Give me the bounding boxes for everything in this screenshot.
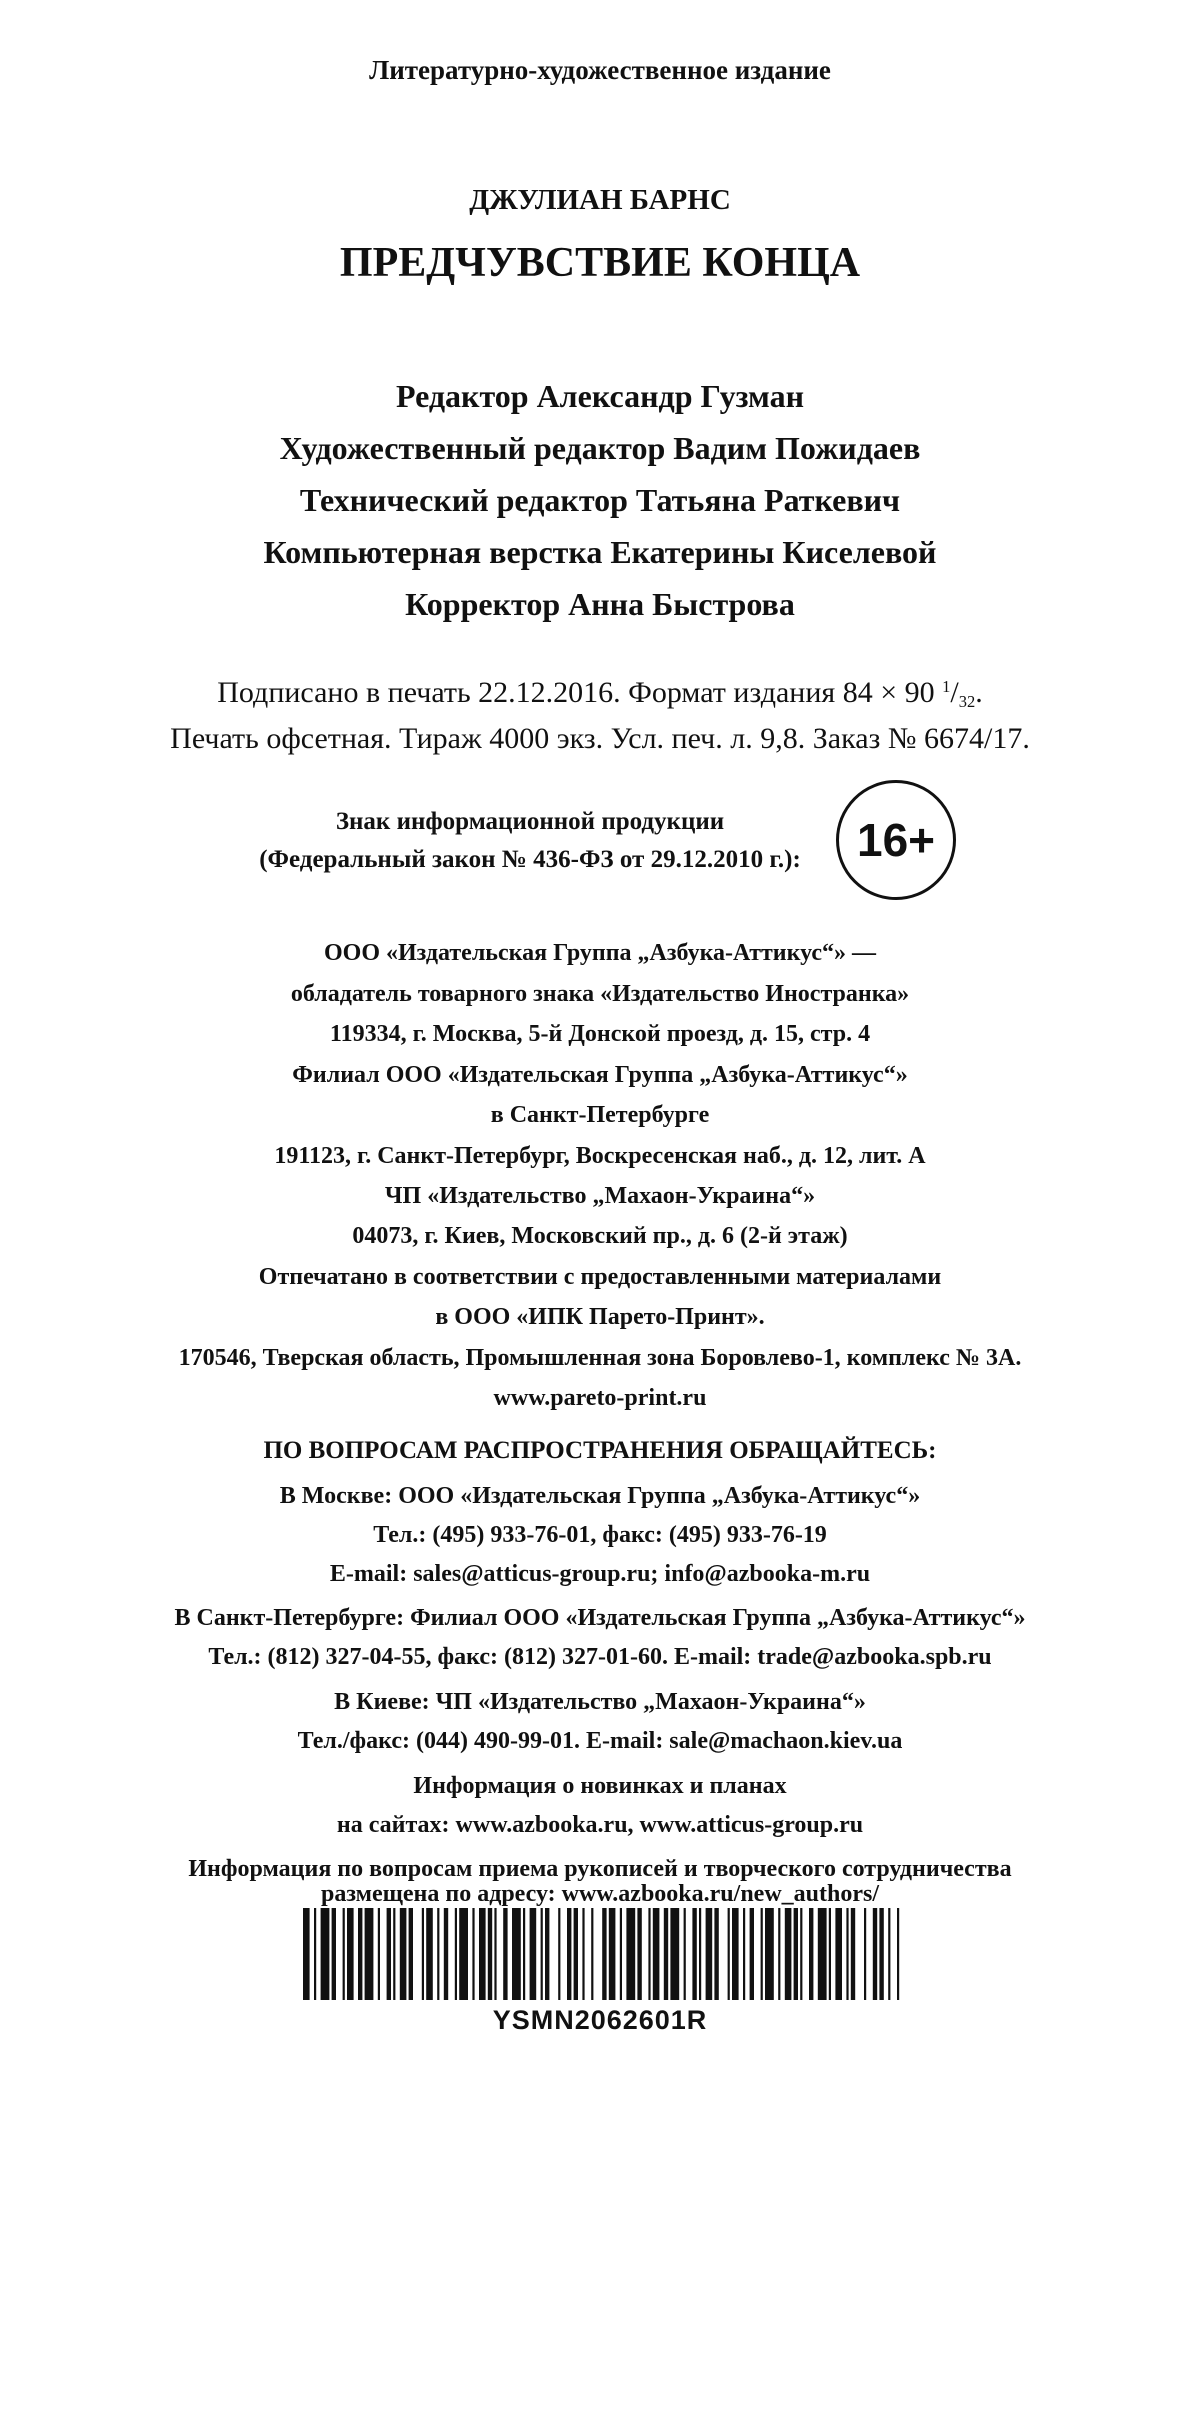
barcode-bar xyxy=(778,1908,780,2000)
distribution-line-7: Тел./факс: (044) 490-99-01. E-mail: sale@machaon.kiev.ua xyxy=(297,1728,903,1754)
barcode-bar xyxy=(558,1908,560,2000)
distribution-line-6: В Киеве: ЧП «Издательство „Махаон-Украина“» xyxy=(334,1689,866,1715)
barcode-bar xyxy=(512,1908,521,2000)
print-info-line-1: Подписано в печать 22.12.2016. Формат издания 84 × 90 $^1/_{32}$. xyxy=(217,676,983,711)
publisher-line-9: Отпечатано в соответствии с предоставленными материалами xyxy=(258,1264,942,1290)
info-product-label: Знак информационной продукции xyxy=(335,808,725,835)
barcode-bar xyxy=(750,1908,754,2000)
barcode-bar xyxy=(358,1908,362,2000)
barcode-bar xyxy=(706,1908,713,2000)
barcode-bar xyxy=(479,1908,486,2000)
barcode-bar xyxy=(347,1908,354,2000)
barcode-bar xyxy=(879,1908,883,2000)
barcode-bar xyxy=(785,1908,792,2000)
print-info-suffix: . xyxy=(975,676,983,709)
barcode-bar xyxy=(609,1908,616,2000)
distribution-line-2: Тел.: (495) 933-76-01, факс: (495) 933-76-19 xyxy=(373,1522,827,1548)
barcode-bar xyxy=(409,1908,413,2000)
barcode-image xyxy=(303,1908,903,2000)
barcode-bar xyxy=(809,1908,813,2000)
barcode-bar xyxy=(897,1908,899,2000)
barcode-bar xyxy=(472,1908,474,2000)
barcode-bar xyxy=(591,1908,593,2000)
barcode-bar xyxy=(648,1908,650,2000)
barcode-bar xyxy=(488,1908,492,2000)
publisher-website: www.pareto-print.ru xyxy=(493,1385,707,1411)
barcode-bar xyxy=(530,1908,537,2000)
distribution-line-1: В Москве: ООО «Издательская Группа „Азбука-Аттикус“» xyxy=(279,1483,921,1509)
credit-editor: Редактор Александр Гузман xyxy=(395,378,805,414)
credit-tech-editor: Технический редактор Татьяна Раткевич xyxy=(299,482,901,518)
barcode-bar xyxy=(637,1908,641,2000)
publisher-line-4: Филиал ООО «Издательская Группа „Азбука-Аттикус“» xyxy=(292,1062,908,1088)
barcode-bar xyxy=(818,1908,827,2000)
barcode-bar xyxy=(321,1908,330,2000)
barcode-bar xyxy=(670,1908,679,2000)
barcode-bar xyxy=(732,1908,739,2000)
barcode-bar xyxy=(494,1908,496,2000)
publisher-line-5: в Санкт-Петербурге xyxy=(490,1102,710,1128)
barcode-bar xyxy=(714,1908,718,2000)
distribution-heading: ПО ВОПРОСАМ РАСПРОСТРАНЕНИЯ ОБРАЩАЙТЕСЬ: xyxy=(263,1437,937,1464)
barcode-bar xyxy=(574,1908,578,2000)
barcode-bar xyxy=(684,1908,686,2000)
publisher-line-11: 170546, Тверская область, Промышленная зона Боровлево-1, комплекс № 3А. xyxy=(178,1345,1022,1371)
barcode-bar xyxy=(888,1908,890,2000)
barcode-bar xyxy=(851,1908,855,2000)
distribution-line-11: размещена по адресу: www.azbooka.ru/new_authors/ xyxy=(320,1881,880,1907)
barcode-bar xyxy=(378,1908,380,2000)
format-numerator: 1 xyxy=(942,677,951,697)
publisher-line-10: в ООО «ИПК Парето-Принт». xyxy=(435,1304,765,1330)
distribution-line-5: Тел.: (812) 327-04-55, факс: (812) 327-01-60. E-mail: trade@azbooka.spb.ru xyxy=(208,1644,992,1670)
barcode-bar xyxy=(765,1908,774,2000)
barcode-bar xyxy=(459,1908,468,2000)
barcode-bar xyxy=(393,1908,395,2000)
barcode-bar xyxy=(343,1908,345,2000)
barcode-bar xyxy=(444,1908,448,2000)
federal-law-label: (Федеральный закон № 436-ФЗ от 29.12.2010 г.): xyxy=(259,846,801,873)
barcode-bar xyxy=(864,1908,866,2000)
age-rating-badge: 16+ xyxy=(836,780,956,900)
barcode-bar xyxy=(303,1908,310,2000)
barcode-bar xyxy=(873,1908,877,2000)
distribution-line-3: E-mail: sales@atticus-group.ru; info@azbooka-m.ru xyxy=(329,1561,871,1587)
barcode-bar xyxy=(426,1908,433,2000)
barcode-bar xyxy=(626,1908,635,2000)
publisher-line-7: ЧП «Издательство „Махаон-Украина“» xyxy=(384,1183,816,1209)
credit-proofreader: Корректор Анна Быстрова xyxy=(405,586,795,622)
barcode-bar xyxy=(743,1908,745,2000)
print-info-line-2: Печать офсетная. Тираж 4000 экз. Усл. печ. л. 9,8. Заказ № 6674/17. xyxy=(170,722,1030,755)
barcode-bar xyxy=(653,1908,660,2000)
barcode-bar xyxy=(314,1908,316,2000)
barcode-bar xyxy=(620,1908,622,2000)
barcode-bar xyxy=(400,1908,407,2000)
barcode-bar xyxy=(692,1908,696,2000)
barcode-bar xyxy=(455,1908,457,2000)
publisher-line-1: ООО «Издательская Группа „Азбука-Аттикус“» — xyxy=(323,940,876,966)
distribution-line-9: на сайтах: www.azbooka.ru, www.atticus-group.ru xyxy=(336,1812,864,1838)
barcode-bar xyxy=(422,1908,424,2000)
barcode-bar xyxy=(387,1908,391,2000)
book-title: ПРЕДЧУВСТВИЕ КОНЦА xyxy=(339,240,861,286)
publisher-line-3: 119334, г. Москва, 5-й Донской проезд, д. 15, стр. 4 xyxy=(329,1021,871,1047)
barcode-bar xyxy=(582,1908,584,2000)
barcode-bar xyxy=(567,1908,571,2000)
distribution-line-10: Информация по вопросам приема рукописей и творческого сотрудничества xyxy=(188,1856,1012,1882)
edition-type: Литературно-художественное издание xyxy=(369,55,831,85)
book-author: ДЖУЛИАН БАРНС xyxy=(469,184,731,216)
barcode-bar xyxy=(794,1908,798,2000)
barcode-bar xyxy=(503,1908,507,2000)
credit-art-editor: Художественный редактор Вадим Пожидаев xyxy=(279,430,921,466)
distribution-line-8: Информация о новинках и планах xyxy=(413,1773,787,1799)
barcode-bar xyxy=(829,1908,831,2000)
credit-layout: Компьютерная верстка Екатерины Киселевой xyxy=(263,534,937,570)
print-info-prefix: Подписано в печать 22.12.2016. Формат издания 84 × 90 xyxy=(217,676,943,709)
barcode-bar xyxy=(800,1908,802,2000)
barcode-bar xyxy=(699,1908,701,2000)
barcode-bar xyxy=(728,1908,730,2000)
barcode-bar xyxy=(437,1908,439,2000)
barcode-bar xyxy=(761,1908,763,2000)
format-denominator: 32 xyxy=(958,691,976,711)
info-product-sign xyxy=(240,803,820,879)
barcode-code: YSMN2062601R xyxy=(492,2005,708,2035)
barcode-bar xyxy=(541,1908,543,2000)
publisher-line-8: 04073, г. Киев, Московский пр., д. 6 (2-й этаж) xyxy=(352,1223,848,1249)
publisher-line-2: обладатель товарного знака «Издательство Иностранка» xyxy=(290,981,910,1007)
barcode-bar xyxy=(835,1908,842,2000)
barcode-bar xyxy=(545,1908,549,2000)
barcode-bar xyxy=(523,1908,525,2000)
barcode-bar xyxy=(332,1908,336,2000)
barcode-bar xyxy=(602,1908,606,2000)
barcode-bar xyxy=(846,1908,848,2000)
publisher-line-6: 191123, г. Санкт-Петербург, Воскресенская наб., д. 12, лит. А xyxy=(274,1143,926,1169)
barcode-bar xyxy=(664,1908,668,2000)
distribution-line-4: В Санкт-Петербурге: Филиал ООО «Издательская Группа „Азбука-Аттикус“» xyxy=(174,1605,1026,1631)
barcode-bar xyxy=(365,1908,374,2000)
